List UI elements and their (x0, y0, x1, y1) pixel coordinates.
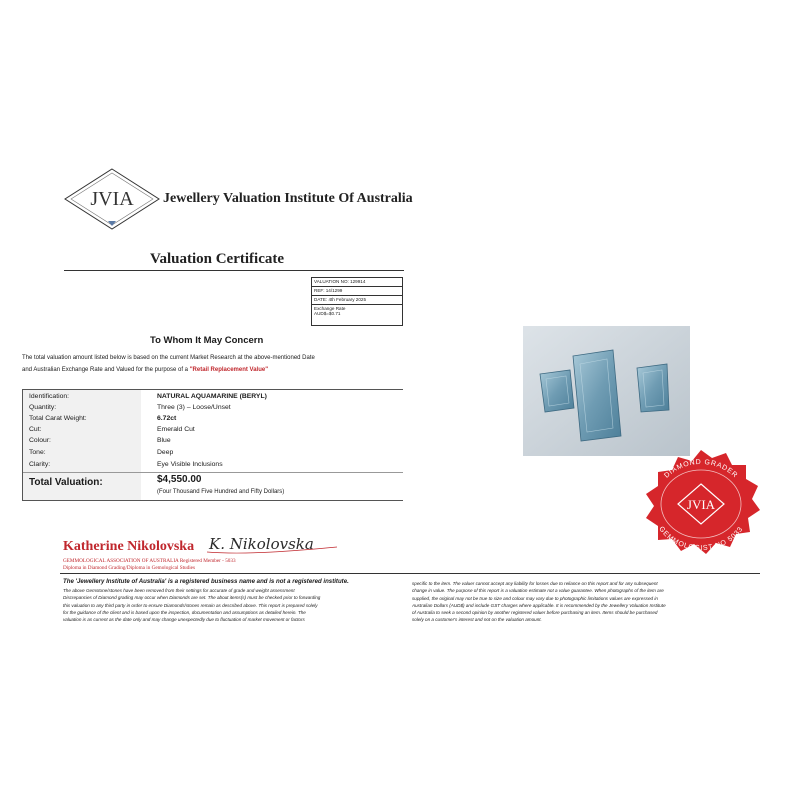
total-valuation-label: Total Valuation: (29, 477, 103, 488)
colour-label: Colour: (29, 437, 51, 444)
diploma-line: Diploma in Diamond Grading/Diploma in Gemological Studies (63, 565, 195, 571)
intro-line-2-text: and Australian Exchange Rate and Valued for the purpose of a (22, 367, 189, 373)
handwritten-signature-text: K. Nikolovska (209, 535, 314, 553)
disclaimer-left-line: The above Gemstone/stones have been removed from their settings for accurate of grade and weight assessment (63, 588, 295, 593)
seal-center-text: JVIA (686, 497, 716, 512)
disclaimer-right-line: Australian Dollars (AUD$) and include GST charges where applicable. It is recommended by the Jewellery Valuation Institute (412, 602, 666, 608)
reference-number: REF: 14/1299 (312, 287, 402, 296)
valuation-purpose: "Retail Replacement Value" (189, 367, 269, 373)
exchange-rate-label: Exchange Rate (314, 305, 346, 311)
valuation-date: DATE: 4th February 2025 (312, 296, 402, 305)
disclaimer-left-line: valuation is as current as the date only and may change unexpectedly due to fluctuation of market movement or factors (63, 617, 305, 623)
gemmologist-seal (622, 448, 780, 560)
seal-top-text: DIAMOND GRADER (663, 458, 739, 480)
exchange-rate-value: AUD$=$0.71 (314, 311, 341, 317)
valuation-table (22, 389, 403, 501)
identification-value: NATURAL AQUAMARINE (BERYL) (157, 393, 267, 400)
institute-name: Jewellery Valuation Institute Of Australia (163, 191, 413, 206)
reference-box (311, 277, 403, 326)
quantity-label: Quantity: (29, 404, 57, 411)
logo-text: JVIA (90, 188, 134, 210)
intro-line-1: The total valuation amount listed below is based on the current Market Research at the above-mentioned Date (22, 355, 315, 361)
cut-value: Emerald Cut (157, 426, 195, 433)
disclaimer-divider (60, 573, 760, 574)
identification-label: Identification: (29, 393, 70, 400)
total-divider (23, 472, 403, 473)
salutation-heading: To Whom It May Concern (150, 335, 264, 346)
disclaimer-left-line: this valuation to any third party in order to ensure Diamonds/stones remain as described above. This report is prepared solely (63, 602, 318, 608)
disclaimer-left-line: for the guidance of the client and is based upon the inspection, documentation and assumptions as detailed herein. The (63, 609, 306, 615)
quantity-value: Three (3) – Loose/Unset (157, 404, 231, 411)
disclaimer-right-line: of Australia to seek a second opinion by another registered valuer before purchasing an item. Items should be purchased (412, 610, 658, 616)
colour-value: Blue (157, 437, 171, 444)
clarity-value: Eye Visible Inclusions (157, 461, 223, 468)
title-divider (64, 270, 404, 271)
disclaimer-right-line: specific to the item. The valuer cannot accept any liability for losses due to reliance on this report and for any subsequent (412, 581, 658, 586)
cut-label: Cut: (29, 426, 42, 433)
disclaimer-left-line: Discrepancies of Diamond grading may occur when Diamonds are set. The about items(s) must be checked prior to forwarding (63, 595, 321, 601)
disclaimer-right-line: supplied, the original may not be true to size and colour may vary due to photographic limitations values are expressed in (412, 595, 658, 601)
disclaimer-right-line: change in value. The purpose of this report is a valuation estimate not a value guarantee. When photographs of the item are (412, 588, 664, 594)
seal-bottom-text: GEMMOLOGIST NO 5033 (657, 525, 745, 553)
valuation-number: VALUATION NO: 129914 (312, 278, 402, 287)
tone-value: Deep (157, 449, 174, 456)
certificate-title: Valuation Certificate (150, 251, 285, 267)
jvia-logo (64, 168, 160, 230)
valuer-name: Katherine Nikolovska (63, 539, 195, 554)
intro-line-2 (22, 367, 268, 373)
disclaimer-right-column (412, 580, 757, 624)
disclaimer-left-column (63, 587, 408, 623)
disclaimer-right-line: solely on a customer's interest and not on the valuation amount. (412, 617, 542, 623)
exchange-rate (312, 305, 402, 320)
carat-weight-value: 6.72ct (157, 415, 177, 422)
clarity-label: Clarity: (29, 461, 51, 468)
carat-weight-label: Total Carat Weight: (29, 415, 87, 422)
tone-label: Tone: (29, 449, 46, 456)
total-valuation-amount: $4,550.00 (157, 474, 202, 485)
gemmological-association-line: GEMMOLOGICAL ASSOCIATION OF AUSTRALIA Registered Member - 5033 (63, 558, 236, 564)
gemstone-photo (523, 326, 690, 456)
disclaimer-heading: The 'Jewellery Institute of Australia' is a registered business name and is not a registered institute. (63, 578, 349, 585)
total-valuation-words: (Four Thousand Five Hundred and Fifty Dollars) (157, 489, 285, 495)
handwritten-signature (205, 529, 339, 557)
